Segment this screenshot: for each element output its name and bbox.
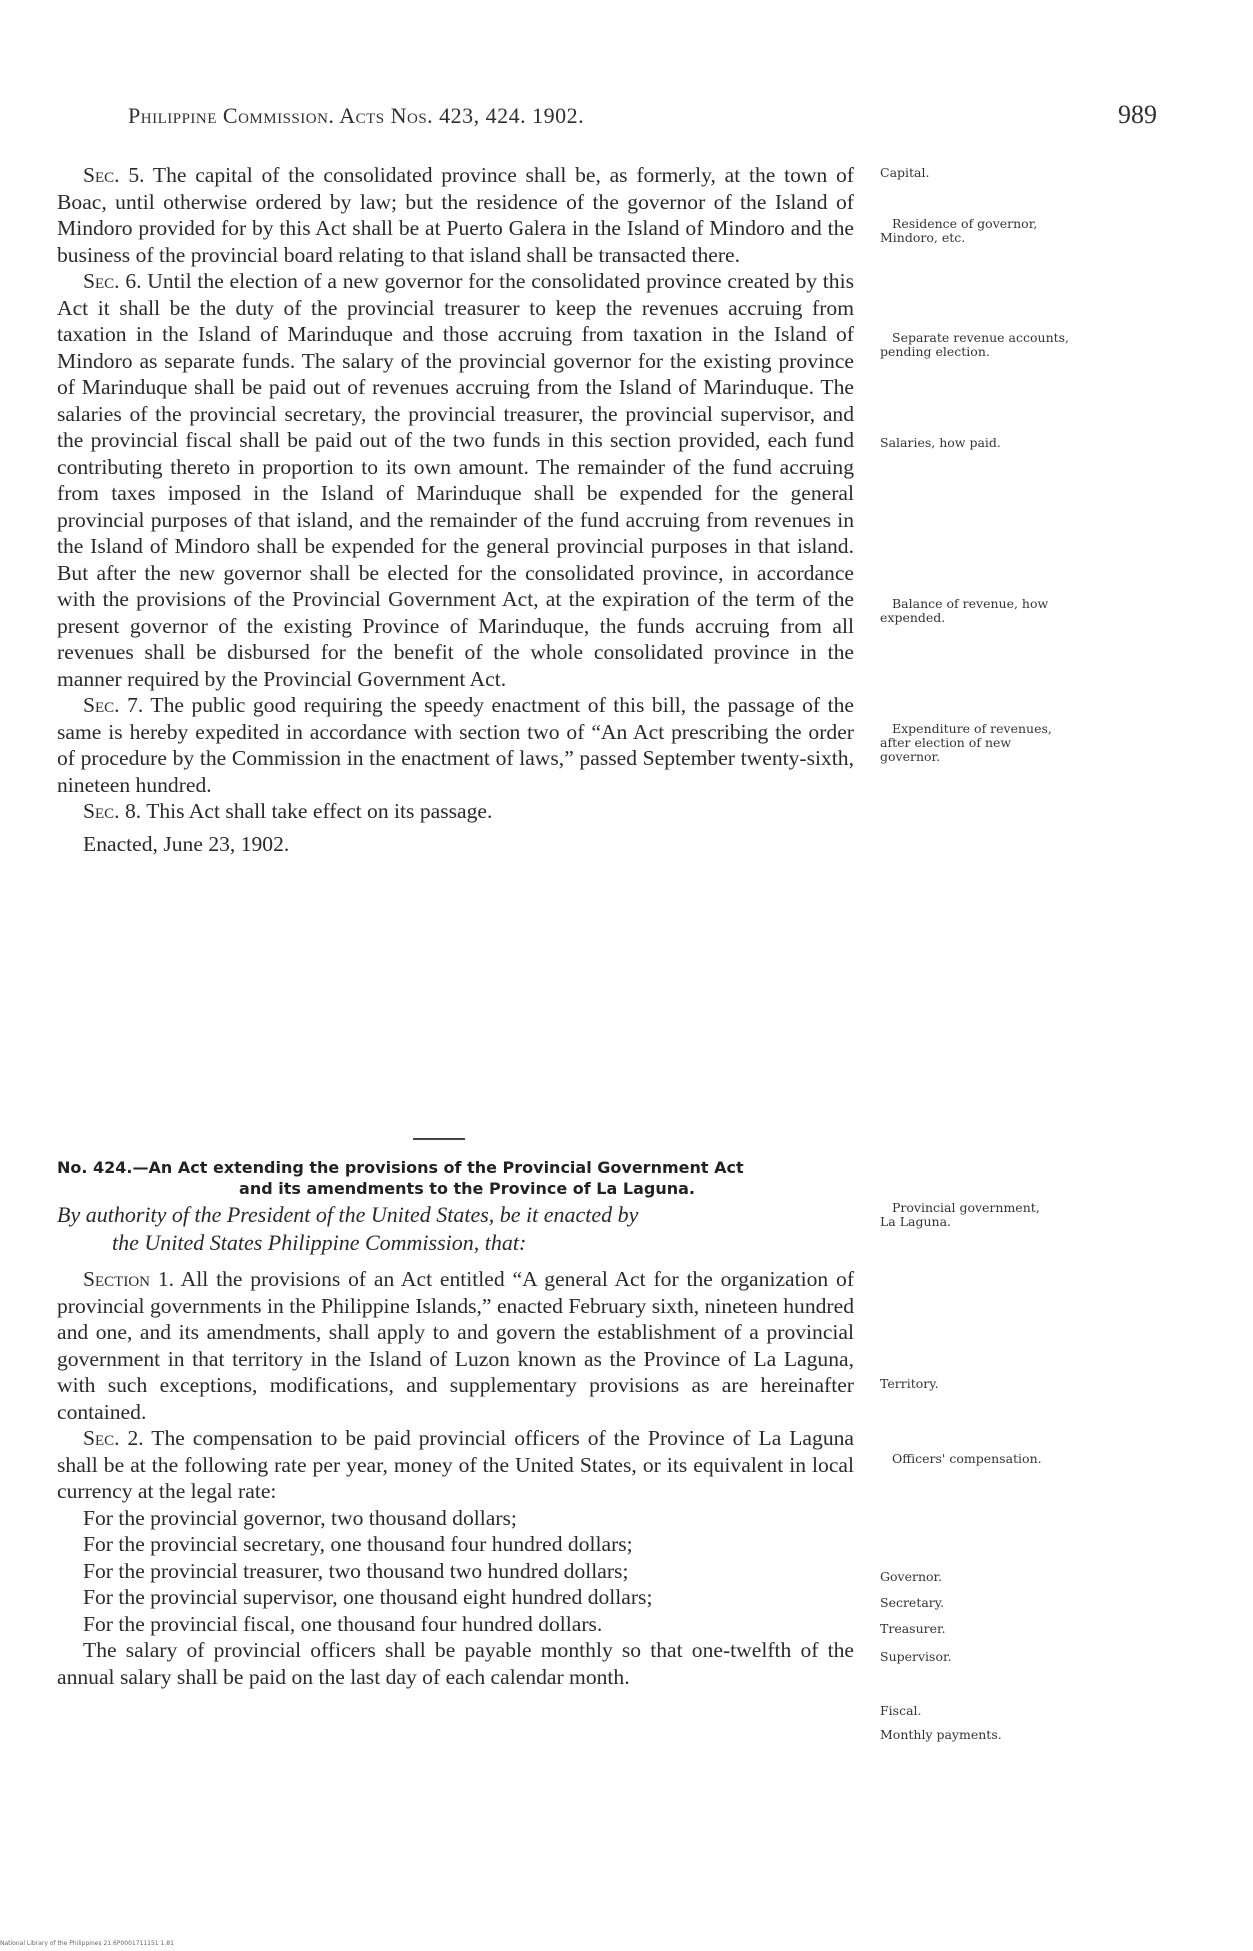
note-separate-revenue: Separate revenue accounts, pending election. <box>880 330 1070 359</box>
note-secretary: Secretary. <box>880 1595 945 1610</box>
note-balance-revenue: Balance of revenue, how expended. <box>880 596 1049 625</box>
section-2: Sec. 2. The compensation to be paid provincial officers of the Province of La Laguna shall be at the following rate per year, money of the United States, or its equivalent in local currency at the legal rate: <box>57 1426 854 1503</box>
enacting-clause: By authority of the President of the United States, be it enacted by the United States Philippine Commission, that: <box>57 1202 639 1255</box>
note-residence: Residence of governor, Mindoro, etc. <box>880 216 1038 245</box>
enacted-date: Enacted, June 23, 1902. <box>83 831 290 856</box>
section-6: Sec. 6. Until the election of a new governor for the consolidated province created by this Act it shall be the duty of the provincial treasurer to keep the revenues accruing from taxation in the Island of Marinduque and those accruing from taxation in the Island of Mindoro as separate funds. The salary of the provincial governor for the existing province of Marinduque shall be paid out of revenues accruing from the Island of Marinduque. The salaries of the provincial secretary, the provincial treasurer, the provincial supervisor, and the provincial fiscal shall be paid out of the two funds in this section provided, each fund contributing thereto in proportion to its own amount. The remainder of the fund accruing from taxes imposed in the Island of Marinduque shall be expended for the general provincial purposes of that island, and the remainder of the fund accruing from revenues in the Island of Mindoro shall be expended for the general provincial purposes in that island. But after the new governor shall be elected for the consolidated province, in accordance with the provisions of the Provincial Government Act, at the expiration of the term of the present governor of the existing Province of Marinduque, the funds accruing from all revenues shall be disbursed for the benefit of the whole consolidated province in the manner required by the Provincial Government Act. <box>57 269 855 691</box>
note-governor: Governor. <box>880 1569 943 1584</box>
note-territory: Territory. <box>880 1376 939 1391</box>
running-head: Philippine Commission. Acts Nos. 423, 424. 1902. <box>128 103 585 128</box>
note-supervisor: Supervisor. <box>880 1649 952 1664</box>
note-capital: Capital. <box>880 165 930 180</box>
scan-footer: National Library of the Philippines 21.6P0001711151 1.81 <box>0 1940 174 1947</box>
salary-governor: For the provincial governor, two thousand dollars; <box>83 1505 517 1530</box>
act-424-heading: No. 424.—An Act extending the provisions of the Provincial Government Act and its amendments to the Province of La Laguna. <box>57 1158 744 1198</box>
act-424-body <box>57 1266 854 1690</box>
section-5: Sec. 5. The capital of the consolidated province shall be, as formerly, at the town of Boac, until otherwise ordered by law; but the residence of the governor of the Island of Mindoro provided for by this Act shall be at Puerto Galera in the Island of Mindoro and the business of the provincial board relating to that island shall be transacted there. <box>57 163 854 267</box>
section-divider <box>413 1138 465 1140</box>
act-423-body <box>57 162 854 857</box>
salary-fiscal: For the provincial fiscal, one thousand four hundred dollars. <box>83 1611 603 1636</box>
note-monthly-payments: Monthly payments. <box>880 1727 1002 1742</box>
note-officers-compensation: Officers' compensation. <box>892 1451 1042 1466</box>
note-provincial-government: Provincial government, La Laguna. <box>880 1200 1040 1229</box>
note-salaries-how-paid: Salaries, how paid. <box>880 435 1001 450</box>
note-expenditure: Expenditure of revenues, after election of new governor. <box>880 721 1052 764</box>
page-number: 989 <box>1118 100 1157 129</box>
section-8: Sec. 8. This Act shall take effect on its passage. <box>83 799 493 823</box>
section-7: Sec. 7. The public good requiring the speedy enactment of this bill, the passage of the same is hereby expedited in accordance with section two of “An Act prescribing the order of procedure by the Commission in the enactment of laws,” passed September twenty-sixth, nineteen hundred. <box>57 693 854 797</box>
salary-treasurer: For the provincial treasurer, two thousand two hundred dollars; <box>83 1558 629 1583</box>
monthly-payment-clause: The salary of provincial officers shall be payable monthly so that one-twelfth of the annual salary shall be paid on the last day of each calendar month. <box>57 1638 854 1689</box>
section-1: Section 1. All the provisions of an Act entitled “A general Act for the organization of provincial governments in the Philippine Islands,” enacted February sixth, nineteen hundred and one, and its amendments, shall apply to and govern the establishment of a provincial government in that territory in the Island of Luzon known as the Province of La Laguna, with such exceptions, modifications, and supplementary provisions as are hereinafter contained. <box>57 1267 855 1424</box>
salary-supervisor: For the provincial supervisor, one thousand eight hundred dollars; <box>83 1585 653 1609</box>
note-treasurer: Treasurer. <box>880 1621 946 1636</box>
salary-secretary: For the provincial secretary, one thousand four hundred dollars; <box>83 1532 633 1556</box>
note-fiscal: Fiscal. <box>880 1703 922 1718</box>
